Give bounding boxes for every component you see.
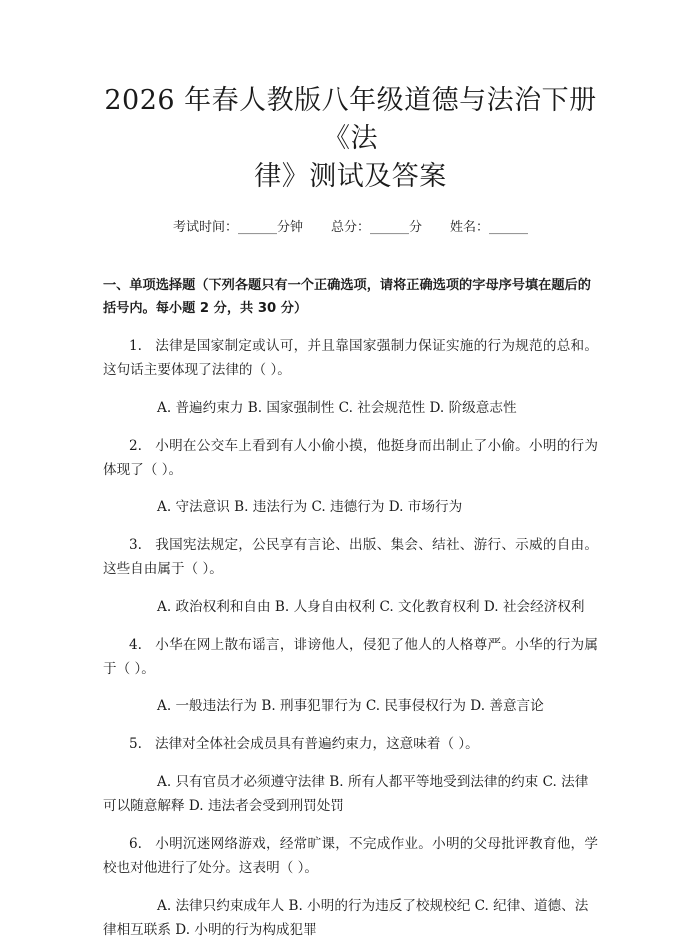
question-options: A. 政治权利和自由 B. 人身自由权利 C. 文化教育权利 D. 社会经济权利	[157, 598, 585, 615]
exam-meta-line	[103, 218, 598, 238]
question-text: 小明沉迷网络游戏，经常旷课，不完成作业。小明的父母批评教育他，学校也对他进行了处分。这表明（ ）。	[103, 835, 598, 876]
question-stem	[103, 434, 598, 482]
question-options: A. 普遍约束力 B. 国家强制性 C. 社会规范性 D. 阶级意志性	[157, 399, 517, 416]
question-number: 5.	[129, 736, 142, 753]
score-unit: 分	[409, 220, 423, 235]
question-text: 小明在公交车上看到有人小偷小摸，他挺身而出制止了小偷。小明的行为体现了（ ）。	[103, 437, 598, 478]
question-number: 4.	[129, 636, 142, 653]
time-label: 考试时间：	[172, 220, 238, 235]
name-label: 姓名：	[450, 220, 490, 235]
section-heading: 一、单项选择题（下列各题只有一个正确选项，请将正确选项的字母序号填在题后的括号内。每小题 2 分，共 30 分）	[103, 278, 591, 316]
question-options: A. 守法意识 B. 违法行为 C. 违德行为 D. 市场行为	[157, 499, 463, 516]
document-title	[103, 0, 598, 196]
question-stem	[103, 633, 598, 681]
question-options: A. 一般违法行为 B. 刑事犯罪行为 C. 民事侵权行为 D. 善意言论	[157, 698, 544, 715]
title-line-1: 2026 年春人教版八年级道德与法治下册《法	[104, 85, 597, 154]
name-blank: ______	[489, 220, 529, 235]
question-text: 小华在网上散布谣言，诽谤他人，侵犯了他人的人格尊严。小华的行为属于（ ）。	[103, 636, 598, 677]
question-stem	[103, 832, 598, 880]
question-text: 法律对全体社会成员具有普遍约束力，这意味着（ ）。	[155, 736, 479, 753]
question-6	[103, 832, 598, 942]
question-stem	[103, 732, 598, 756]
time-unit: 分钟	[276, 220, 303, 235]
question-3	[103, 533, 598, 619]
question-options: A. 法律只约束成年人 B. 小明的行为违反了校规校纪 C. 纪律、道德、法律相互联系 D. 小明的行为构成犯罪	[103, 897, 589, 938]
time-blank: ______	[237, 220, 277, 235]
question-number: 3.	[129, 537, 142, 554]
question-stem	[103, 533, 598, 581]
question-text: 我国宪法规定，公民享有言论、出版、集会、结社、游行、示威的自由。这些自由属于（ ）。	[103, 537, 598, 578]
score-label: 总分：	[330, 220, 370, 235]
question-number: 1.	[129, 338, 142, 354]
question-number: 2.	[129, 437, 142, 454]
question-1	[103, 334, 598, 420]
question-2	[103, 434, 598, 520]
score-blank: ______	[370, 220, 409, 235]
question-number: 6.	[129, 835, 142, 852]
question-5	[103, 732, 598, 818]
title-line-2: 律》测试及答案	[254, 161, 447, 192]
question-4	[103, 633, 598, 719]
question-text: 法律是国家制定或认可，并且靠国家强制力保证实施的行为规范的总和。这句话主要体现了法律的（ ）。	[103, 338, 598, 378]
question-stem	[103, 334, 598, 382]
question-options: A. 只有官员才必须遵守法律 B. 所有人都平等地受到法律的约束 C. 法律可以随意解释 D. 违法者会受到刑罚处罚	[103, 773, 589, 814]
